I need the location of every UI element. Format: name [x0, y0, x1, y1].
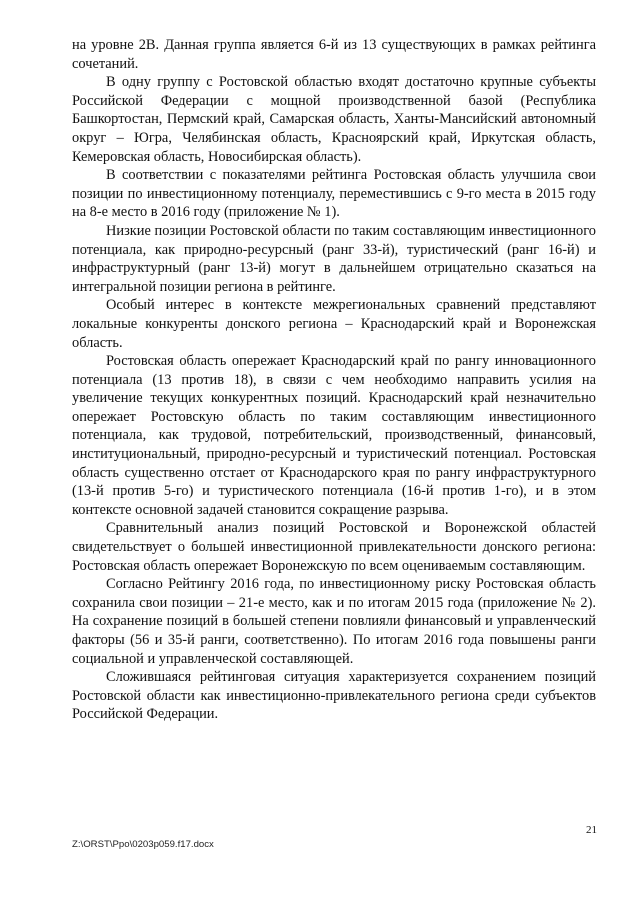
- paragraph-low-positions: Низкие позиции Ростовской области по таким составляющим инвестиционного потенциала, как природно-ресурсный (ранг 33-й), туристический (ранг 16-й) и инфраструктурный (ранг 13-й) могут в дальнейшем отрицательно сказаться на интегральной позиции региона в рейтинге.: [72, 222, 596, 295]
- paragraph-continuation: на уровне 2В. Данная группа является 6-й из 13 существующих в рамках рейтинга сочетаний.: [72, 37, 596, 72]
- paragraph-investment-risk: Согласно Рейтингу 2016 года, по инвестиционному риску Ростовская область сохранила свои позиции – 21-е место, как и по итогам 2015 года (приложение № 2). На сохранение позиций в большей степени повлияли финансовый и управленческий факторы (56 и 35-й ранги, соответственно). По итогам 2016 года повышены ранги социальной и управленческой составляющей.: [72, 576, 596, 667]
- document-body: [72, 36, 596, 724]
- paragraph-voronezh-comparison: Сравнительный анализ позиций Ростовской и Воронежской областей свидетельствует о большей инвестиционной привлекательности донского региона: Ростовская область опережает Воронежскую по всем оцениваемым составляющим.: [72, 520, 596, 574]
- paragraph-local-competitors: Особый интерес в контексте межрегиональных сравнений представляют локальные конкуренты донского региона – Краснодарский край и Воронежская область.: [72, 297, 596, 351]
- paragraph-region-group: В одну группу с Ростовской областью входят достаточно крупные субъекты Российской Федерации с мощной производственной базой (Республика Башкортостан, Пермский край, Самарская область, Ханты-Мансийский автономный округ – Югра, Челябинская область, Красноярский край, Иркутская область, Кемеровская область, Новосибирская область).: [72, 74, 596, 165]
- paragraph-krasnodar-comparison: Ростовская область опережает Краснодарский край по рангу инновационного потенциала (13 против 18), в связи с чем необходимо направить усилия на увеличение текущих конкурентных позиций. Краснодарский край незначительно опережает Ростовскую область по таким составляющим инвестиционного потенциала, как трудовой, потребительский, производственный, финансовый, институциональный, природно-ресурсный и туристический потенциал. Ростовская область существенно отстает от Краснодарского края по рангу инфраструктурного (13-й против 5-го) и туристического потенциала (16-й против 1-го), и в этом контексте основной задачей становится сокращение разрыва.: [72, 353, 596, 518]
- paragraph-investment-potential: В соответствии с показателями рейтинга Ростовская область улучшила свои позиции по инвестиционному потенциалу, переместившись с 9-го места в 2015 году на 8-е место в 2016 году (приложение № 1).: [72, 167, 596, 221]
- paragraph-conclusion: Сложившаяся рейтинговая ситуация характеризуется сохранением позиций Ростовской области как инвестиционно-привлекательного региона среди субъектов Российской Федерации.: [72, 669, 596, 723]
- page-number: 21: [586, 824, 597, 836]
- file-path-footer: Z:\ORST\Ppo\0203p059.f17.docx: [72, 839, 214, 850]
